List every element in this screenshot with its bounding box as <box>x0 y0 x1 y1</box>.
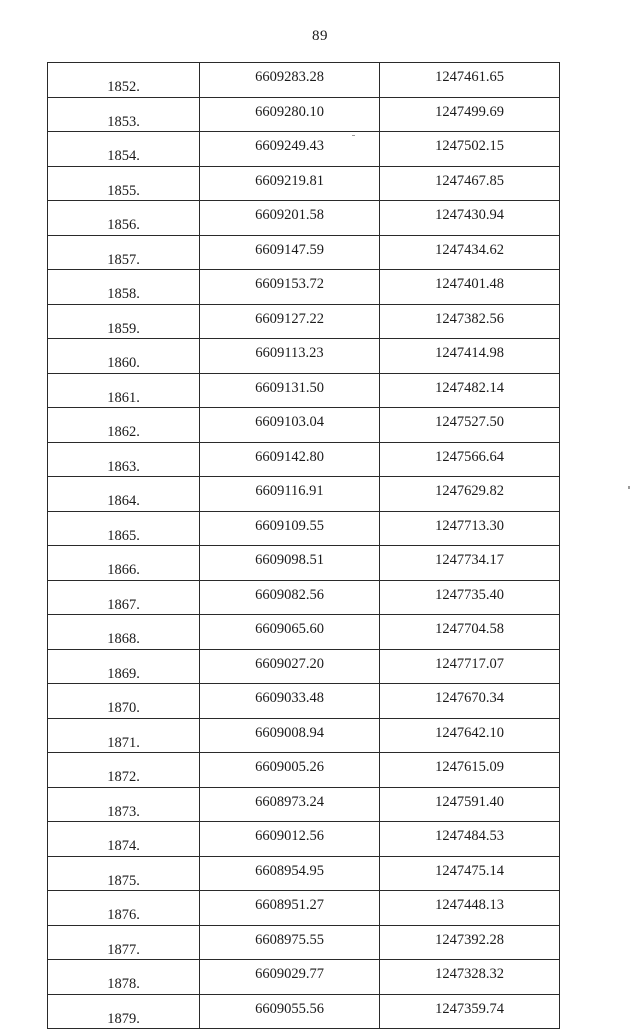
y-coordinate-cell: 1247735.40 <box>380 580 560 615</box>
x-coordinate-cell: 6609113.23 <box>200 339 380 374</box>
table-row <box>48 511 560 546</box>
point-number-cell: 1870. <box>48 684 200 719</box>
point-number-cell: 1868. <box>48 615 200 650</box>
y-coordinate-cell: 1247461.65 <box>380 63 560 98</box>
point-number-cell: 1860. <box>48 339 200 374</box>
point-number-cell: 1874. <box>48 822 200 857</box>
y-coordinate-cell: 1247475.14 <box>380 856 560 891</box>
y-coordinate-cell: 1247734.17 <box>380 546 560 581</box>
table-row <box>48 960 560 995</box>
point-number-cell: 1864. <box>48 477 200 512</box>
table-row <box>48 477 560 512</box>
y-coordinate-cell: 1247629.82 <box>380 477 560 512</box>
y-coordinate-cell: 1247670.34 <box>380 684 560 719</box>
x-coordinate-cell: 6609116.91 <box>200 477 380 512</box>
point-number-cell: 1865. <box>48 511 200 546</box>
x-coordinate-cell: 6609029.77 <box>200 960 380 995</box>
table-row <box>48 97 560 132</box>
y-coordinate-cell: 1247527.50 <box>380 408 560 443</box>
point-number-cell: 1878. <box>48 960 200 995</box>
table-row <box>48 580 560 615</box>
x-coordinate-cell: 6609153.72 <box>200 270 380 305</box>
point-number-cell: 1852. <box>48 63 200 98</box>
point-number-cell: 1869. <box>48 649 200 684</box>
y-coordinate-cell: 1247467.85 <box>380 166 560 201</box>
y-coordinate-cell: 1247382.56 <box>380 304 560 339</box>
table-row <box>48 63 560 98</box>
table-row <box>48 856 560 891</box>
point-number-cell: 1859. <box>48 304 200 339</box>
y-coordinate-cell: 1247499.69 <box>380 97 560 132</box>
scan-speck <box>352 135 355 136</box>
table-row <box>48 684 560 719</box>
y-coordinate-cell: 1247502.15 <box>380 132 560 167</box>
point-number-cell: 1858. <box>48 270 200 305</box>
y-coordinate-cell: 1247414.98 <box>380 339 560 374</box>
table-row <box>48 166 560 201</box>
x-coordinate-cell: 6609283.28 <box>200 63 380 98</box>
y-coordinate-cell: 1247615.09 <box>380 753 560 788</box>
point-number-cell: 1877. <box>48 925 200 960</box>
x-coordinate-cell: 6608951.27 <box>200 891 380 926</box>
x-coordinate-cell: 6609131.50 <box>200 373 380 408</box>
point-number-cell: 1861. <box>48 373 200 408</box>
point-number-cell: 1862. <box>48 408 200 443</box>
x-coordinate-cell: 6609280.10 <box>200 97 380 132</box>
table-row <box>48 304 560 339</box>
x-coordinate-cell: 6609082.56 <box>200 580 380 615</box>
x-coordinate-cell: 6609147.59 <box>200 235 380 270</box>
table-row <box>48 891 560 926</box>
table-row <box>48 994 560 1029</box>
point-number-cell: 1873. <box>48 787 200 822</box>
point-number-cell: 1855. <box>48 166 200 201</box>
x-coordinate-cell: 6608975.55 <box>200 925 380 960</box>
y-coordinate-cell: 1247713.30 <box>380 511 560 546</box>
x-coordinate-cell: 6609012.56 <box>200 822 380 857</box>
x-coordinate-cell: 6609249.43 <box>200 132 380 167</box>
x-coordinate-cell: 6609065.60 <box>200 615 380 650</box>
x-coordinate-cell: 6608973.24 <box>200 787 380 822</box>
x-coordinate-cell: 6609027.20 <box>200 649 380 684</box>
y-coordinate-cell: 1247448.13 <box>380 891 560 926</box>
table-row <box>48 615 560 650</box>
y-coordinate-cell: 1247328.32 <box>380 960 560 995</box>
point-number-cell: 1853. <box>48 97 200 132</box>
page-number: 89 <box>312 28 328 44</box>
table-row <box>48 787 560 822</box>
table-row <box>48 201 560 236</box>
x-coordinate-cell: 6609219.81 <box>200 166 380 201</box>
table-row <box>48 822 560 857</box>
y-coordinate-cell: 1247482.14 <box>380 373 560 408</box>
x-coordinate-cell: 6609127.22 <box>200 304 380 339</box>
x-coordinate-cell: 6609005.26 <box>200 753 380 788</box>
x-coordinate-cell: 6609033.48 <box>200 684 380 719</box>
table-row <box>48 373 560 408</box>
y-coordinate-cell: 1247359.74 <box>380 994 560 1029</box>
x-coordinate-cell: 6609103.04 <box>200 408 380 443</box>
y-coordinate-cell: 1247484.53 <box>380 822 560 857</box>
point-number-cell: 1876. <box>48 891 200 926</box>
y-coordinate-cell: 1247566.64 <box>380 442 560 477</box>
point-number-cell: 1856. <box>48 201 200 236</box>
point-number-cell: 1866. <box>48 546 200 581</box>
x-coordinate-cell: 6609008.94 <box>200 718 380 753</box>
y-coordinate-cell: 1247704.58 <box>380 615 560 650</box>
point-number-cell: 1871. <box>48 718 200 753</box>
table-body <box>48 63 560 1029</box>
x-coordinate-cell: 6609098.51 <box>200 546 380 581</box>
coordinates-table <box>47 62 560 1029</box>
table-row <box>48 408 560 443</box>
table-row <box>48 132 560 167</box>
x-coordinate-cell: 6609109.55 <box>200 511 380 546</box>
y-coordinate-cell: 1247401.48 <box>380 270 560 305</box>
y-coordinate-cell: 1247642.10 <box>380 718 560 753</box>
table-row <box>48 753 560 788</box>
table-row <box>48 442 560 477</box>
point-number-cell: 1879. <box>48 994 200 1029</box>
y-coordinate-cell: 1247392.28 <box>380 925 560 960</box>
x-coordinate-cell: 6609055.56 <box>200 994 380 1029</box>
y-coordinate-cell: 1247591.40 <box>380 787 560 822</box>
x-coordinate-cell: 6609201.58 <box>200 201 380 236</box>
table-row <box>48 235 560 270</box>
table-row <box>48 718 560 753</box>
point-number-cell: 1875. <box>48 856 200 891</box>
point-number-cell: 1854. <box>48 132 200 167</box>
point-number-cell: 1857. <box>48 235 200 270</box>
y-coordinate-cell: 1247430.94 <box>380 201 560 236</box>
table-row <box>48 925 560 960</box>
y-coordinate-cell: 1247434.62 <box>380 235 560 270</box>
point-number-cell: 1867. <box>48 580 200 615</box>
table-row <box>48 339 560 374</box>
table-row <box>48 270 560 305</box>
point-number-cell: 1863. <box>48 442 200 477</box>
scan-speck <box>628 486 630 489</box>
table-row <box>48 649 560 684</box>
x-coordinate-cell: 6608954.95 <box>200 856 380 891</box>
point-number-cell: 1872. <box>48 753 200 788</box>
x-coordinate-cell: 6609142.80 <box>200 442 380 477</box>
table-row <box>48 546 560 581</box>
y-coordinate-cell: 1247717.07 <box>380 649 560 684</box>
